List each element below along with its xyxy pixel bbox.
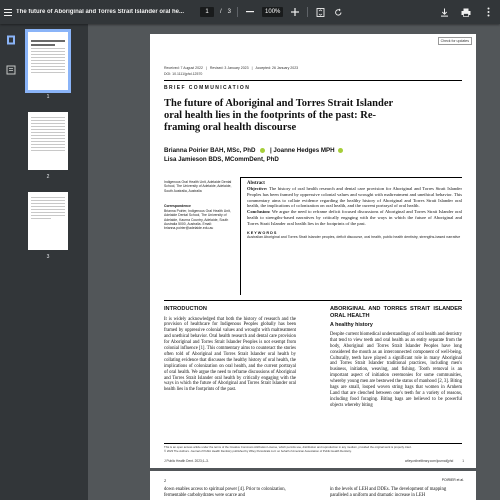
intro-heading: INTRODUCTION — [164, 306, 207, 312]
journal-link[interactable]: wileyonlinelibrary.com/journal/jphd — [405, 459, 454, 463]
license-text: This is an open access article under the terms of the Creative Commons Attribution License, which permits use, distribution and reproduction in any medium, provided the original work is properly cited. — [164, 445, 412, 449]
author-separator: | — [269, 147, 272, 154]
author-jamieson: Lisa Jamieson BDS, MCommDent, PhD — [164, 156, 279, 163]
toolbar-divider — [237, 7, 238, 17]
download-icon[interactable] — [438, 6, 450, 18]
print-icon[interactable] — [460, 6, 472, 18]
article-dates: Received: 7 August 2022 | Revised: 3 January 2023 | Accepted: 26 January 2023 — [164, 66, 299, 70]
author-poirier: Brianna Poirier BAH, MSc, PhD — [164, 147, 256, 154]
abstract-heading: Abstract — [247, 181, 265, 186]
affiliation: Indigenous Oral Health Unit, Adelaide Dental School, The University of Adelaide, Adelaide, South Australia, Australia — [164, 180, 232, 193]
revised-date: Revised: 3 January 2023 — [209, 66, 249, 70]
authors — [164, 146, 424, 164]
intro-text: It is widely acknowledged that both the history of research and the provision of healthcare for Indigenous Peoples globally has been framed by oppressive colonial values and wrought with maltreatment and unethical behavior. Oral health research and dental care provision for Aboriginal and Torres Strait Islander Peoples is not exempt from colonial influence [1]. This commentary aims to counteract the stories often told of Aboriginal and Torres Strait Islander oral health by collating evidence that discusses the healthy history of oral health, the implications of colonization on oral health, and the current portrayal of oral health. We argue the need to reframe discussions of Aboriginal and Torres Strait Islander oral health by critically engaging with the ways in which the future of Aboriginal and Torres Strait Islander oral health lies in the footprints of the past. — [164, 316, 296, 393]
journal-citation: J Public Health Dent. 2023;1–3. — [164, 459, 209, 463]
orcid-icon[interactable] — [338, 148, 343, 153]
journal-footer — [164, 459, 464, 463]
divider — [164, 443, 462, 444]
abstract-objective: Objective: The history of oral health research and dental care provision for Aboriginal and Torres Strait Islander Peoples has been framed by oppressive colonial values and wrought with maltreatment and unethical behavior. This commentary aims to collate evidence regarding the healthy history of Aboriginal and Torres Strait Islander oral health, the implications of colonization on oral health, and the current portrayal of oral health. — [247, 186, 462, 209]
pdf-page — [150, 34, 476, 468]
subsection-heading: A healthy history — [330, 322, 373, 328]
thumbnails-view-icon[interactable] — [6, 32, 16, 50]
keywords: Australian Aboriginal and Torres Strait Islander peoples, deficit discourse, oral health, public health dentistry, strengths-based narrative — [247, 234, 461, 239]
thumbnail-number: 3 — [46, 254, 50, 260]
total-pages: 3 — [227, 9, 232, 15]
correspondence-heading: Correspondence — [164, 204, 191, 208]
left-column-text: down enables access to spiritual power [4]. Prior to colonization, fermentable carbohydrates were scarce and — [164, 487, 286, 498]
article-title: The future of Aboriginal and Torres Strait Islander oral health lies in the footprints of the past: Re-framing oral health discourse — [164, 98, 393, 133]
copyright-text: © 2023 The Authors. Journal of Public Health Dentistry published by Wiley Periodicals LLC on behalf of American Association of Public Health Dentistry. — [164, 448, 352, 453]
rotate-icon[interactable] — [332, 6, 344, 18]
page-number: 1 — [462, 459, 464, 463]
toolbar-divider — [307, 7, 308, 17]
document-title: The future of Aboriginal and Torres Strait Islander oral he... — [16, 9, 185, 15]
thumbnail-sidebar — [0, 24, 88, 500]
pdf-page-2 — [150, 471, 476, 500]
accepted-date: Accepted: 26 January 2023 — [255, 66, 299, 70]
right-column — [330, 306, 462, 409]
orcid-icon[interactable] — [260, 148, 265, 153]
right-column-text: in the levels of LEH and DDEs. The development of mapping paralleled a uniform and dramatic increase in LEH — [330, 487, 447, 498]
page-number: 2 — [164, 478, 166, 483]
abstract — [240, 177, 462, 295]
check-updates-badge[interactable]: Check for updates — [438, 37, 472, 45]
running-head: POIRIER et al. — [441, 478, 464, 482]
thumbnail-number: 1 — [46, 94, 50, 100]
zoom-input[interactable]: 100% — [262, 7, 283, 17]
abstract-conclusion: Conclusion: We argue the need to reframe deficit focused discussions of Aboriginal and Torres Strait Islander oral health to strengths-based narratives by critically engaging with the ways in which the future of Aboriginal and Torres Strait Islander oral health lies in the footprints of the past. — [247, 209, 462, 226]
divider — [164, 80, 462, 81]
received-date: Received: 7 August 2022 — [164, 66, 203, 70]
more-options-icon[interactable] — [482, 6, 494, 18]
license-footer — [164, 446, 464, 453]
author-hedges: Joanne Hedges MPH — [273, 147, 335, 154]
outline-view-icon[interactable] — [6, 62, 16, 80]
page-thumbnail[interactable] — [28, 192, 68, 250]
zoom-out-icon[interactable] — [244, 6, 256, 18]
page-thumbnail[interactable] — [28, 32, 68, 90]
pdf-toolbar — [0, 0, 500, 24]
menu-icon[interactable] — [0, 0, 16, 24]
section-text: Despite current biomedical understandings of oral health and dentistry that tend to view teeth and oral health as an entity separate from the body, Aboriginal and Torres Strait Islander Peoples have long considered the mouth as an interconnected component of well-being. Culturally, teeth have played a significant role in many Aboriginal and Torres Strait Islander traditional practices, including men's business, initiation, weaving, and fishing. Tooth removal is an important aspect of initiation ceremonies for some communities, whereby young men are bestowed the status of manhood [2, 3]. Biting bags are small, looped woven string bags that women in Arnhem Land that are clenched between one's teeth for a variety of reasons, including food foraging. Biting bags are believed to be powerful objects whereby biting — [330, 331, 462, 408]
page-separator: / — [220, 9, 222, 15]
thumbnail-number: 2 — [46, 174, 50, 180]
page-thumbnail[interactable] — [28, 112, 68, 170]
section-heading: ABORIGINAL AND TORRES STRAIT ISLANDER ORAL HEALTH — [330, 306, 462, 319]
correspondence: Brianna Poirier, Indigenous Oral Health Unit, Adelaide Dental School, The University of Adelaide, Kaurna Country, Adelaide, South Australia 5000, Australia. Email: brianna.poirier@adelaide.edu.au — [164, 209, 231, 231]
keywords-heading: KEYWORDS — [247, 230, 278, 235]
document-viewport[interactable] — [88, 24, 500, 500]
left-column — [164, 306, 296, 393]
page-number-input[interactable]: 1 — [200, 7, 214, 17]
doi[interactable]: DOI: 10.1111/jphd.12570 — [164, 72, 203, 76]
fit-page-icon[interactable] — [314, 6, 326, 18]
section-tag: BRIEF COMMUNICATION — [164, 85, 251, 91]
divider — [164, 300, 462, 301]
zoom-in-icon[interactable] — [289, 6, 301, 18]
